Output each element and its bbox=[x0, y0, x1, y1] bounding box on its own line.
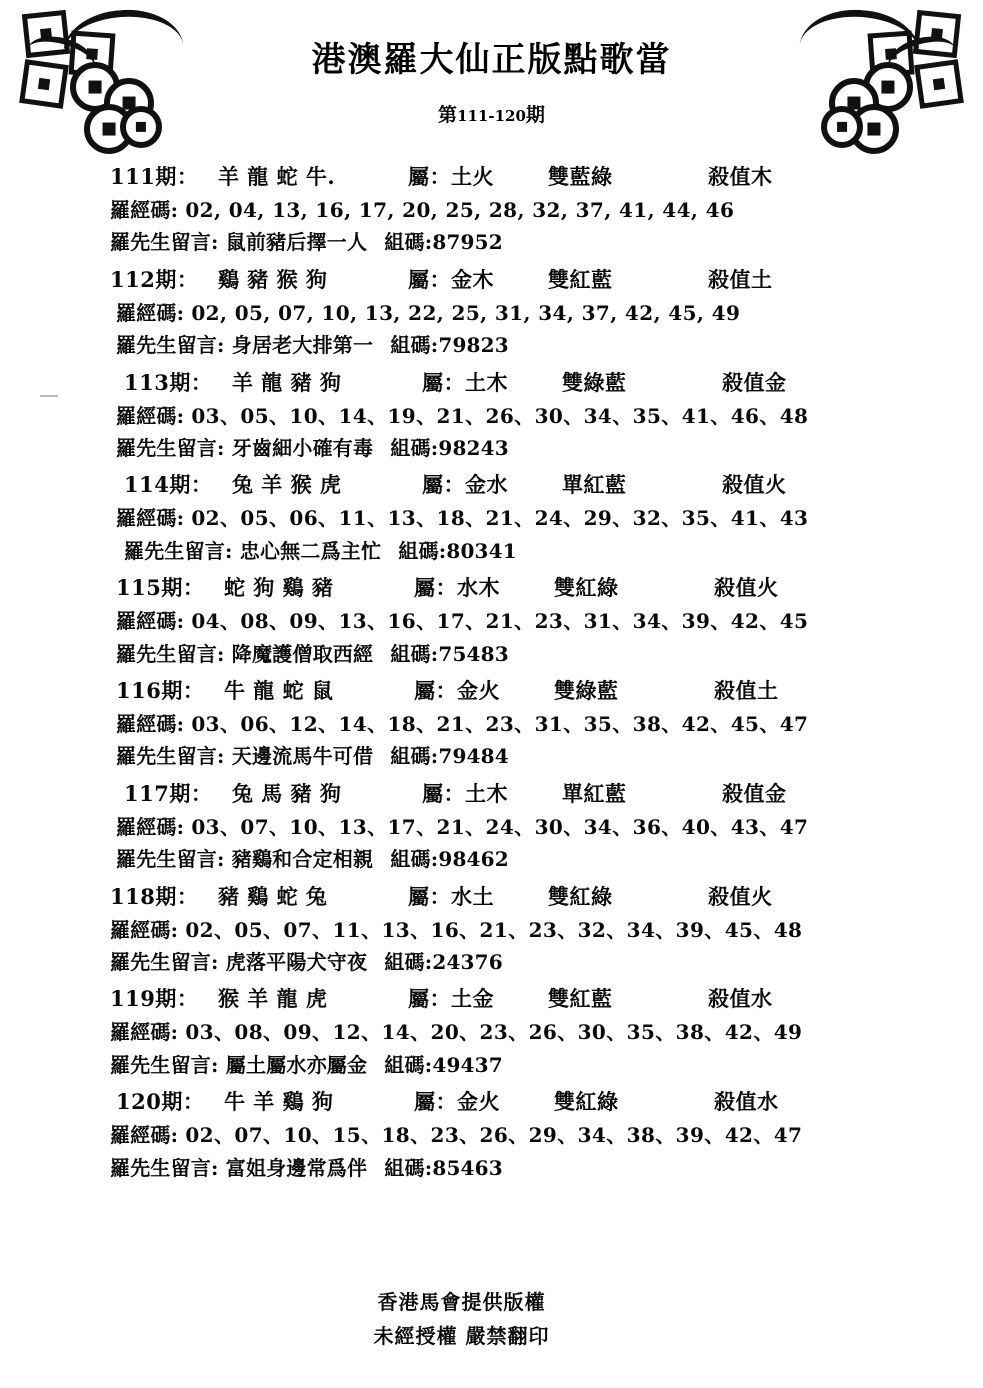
entry-group-code: 80341 bbox=[446, 538, 517, 563]
entry-codes: 02、05、07、11、13、16、21、23、32、34、39、45、48 bbox=[185, 917, 803, 942]
entry-attribute: 金木 bbox=[451, 266, 494, 292]
entry-codes: 03、07、10、13、17、21、24、30、34、36、40、43、47 bbox=[191, 814, 809, 839]
entry-animals: 兔 馬 豬 狗 bbox=[232, 780, 342, 806]
entry-period: 112 bbox=[110, 266, 156, 292]
code-label: 羅經碼: bbox=[110, 917, 179, 942]
entry-codes: 03、06、12、14、18、21、23、31、35、38、42、45、47 bbox=[191, 712, 809, 736]
entry-group-code: 87952 bbox=[432, 230, 503, 255]
entry-attribute: 土火 bbox=[451, 164, 494, 189]
message-label: 羅先生留言: bbox=[116, 333, 225, 358]
entry-animals: 羊 龍 蛇 牛. bbox=[218, 164, 336, 189]
entry-attribute: 水木 bbox=[457, 575, 500, 601]
entry-message: 天邊流馬牛可借 bbox=[231, 744, 374, 769]
entry-animals: 鷄 豬 猴 狗 bbox=[218, 266, 328, 292]
group-label: 組碼: bbox=[390, 333, 439, 358]
code-label: 羅經碼: bbox=[110, 198, 179, 223]
entry-header bbox=[110, 1085, 900, 1119]
entry-header bbox=[110, 674, 900, 708]
code-label: 羅經碼: bbox=[116, 300, 185, 325]
entry-animals: 豬 鷄 蛇 兔 bbox=[218, 883, 328, 909]
entry-kill: 殺值水 bbox=[708, 986, 773, 1012]
entry-color: 雙紅藍 bbox=[548, 986, 613, 1012]
entry-animals: 牛 龍 蛇 鼠 bbox=[224, 677, 334, 703]
entry-codes-line bbox=[110, 297, 900, 329]
entry-attribute: 土木 bbox=[465, 369, 508, 395]
entry-kill: 殺值火 bbox=[708, 883, 773, 909]
entry-group-code: 98243 bbox=[438, 436, 509, 460]
issue-subtitle bbox=[0, 100, 983, 127]
entry-color: 雙紅綠 bbox=[548, 883, 613, 909]
code-label: 羅經碼: bbox=[116, 712, 185, 736]
entry-group-code: 79823 bbox=[438, 333, 509, 358]
entry-period: 117 bbox=[124, 780, 170, 806]
entry-codes-line bbox=[110, 400, 900, 432]
list-item bbox=[110, 160, 900, 259]
entry-period: 113 bbox=[124, 369, 170, 395]
period-suffix-label: 期： bbox=[155, 164, 199, 189]
scan-artifact bbox=[40, 395, 58, 397]
entry-period: 118 bbox=[110, 883, 156, 909]
entry-animals: 猴 羊 龍 虎 bbox=[218, 986, 328, 1012]
message-label: 羅先生留言: bbox=[116, 847, 225, 872]
entry-codes-line bbox=[110, 914, 900, 946]
entry-codes: 02、07、10、15、18、23、26、29、34、38、39、42、47 bbox=[185, 1123, 803, 1148]
entry-message-line bbox=[110, 226, 900, 258]
period-suffix-label: 期： bbox=[155, 266, 199, 292]
entry-color: 雙綠藍 bbox=[554, 677, 619, 703]
entry-header bbox=[110, 366, 900, 400]
entry-codes-line bbox=[110, 811, 900, 843]
entry-header bbox=[110, 468, 900, 502]
entry-message: 牙齒細小確有毒 bbox=[231, 436, 374, 460]
entry-codes-line bbox=[110, 708, 900, 740]
entry-message: 屬土屬水亦屬金 bbox=[225, 1052, 368, 1077]
group-label: 組碼: bbox=[390, 744, 439, 769]
group-label: 組碼: bbox=[384, 1155, 433, 1180]
entry-codes: 03、08、09、12、14、20、23、26、30、35、38、42、49 bbox=[185, 1020, 803, 1045]
entry-color: 雙紅綠 bbox=[554, 575, 619, 601]
entry-codes-line bbox=[110, 194, 900, 226]
entry-period: 114 bbox=[124, 472, 170, 498]
attr-label: 屬： bbox=[408, 164, 451, 189]
attr-label: 屬： bbox=[414, 1089, 457, 1115]
code-label: 羅經碼: bbox=[116, 506, 185, 531]
entry-group-code: 79484 bbox=[438, 744, 509, 769]
entry-animals: 牛 羊 鷄 狗 bbox=[224, 1089, 334, 1115]
entry-list bbox=[110, 160, 900, 1188]
entry-codes: 02, 04, 13, 16, 17, 20, 25, 28, 32, 37, 41, 44, 46 bbox=[185, 198, 735, 223]
list-item bbox=[110, 777, 900, 876]
period-suffix-label: 期： bbox=[161, 575, 205, 601]
entry-color: 雙紅綠 bbox=[554, 1089, 619, 1115]
list-item bbox=[110, 982, 900, 1081]
entry-header bbox=[110, 571, 900, 605]
code-label: 羅經碼: bbox=[110, 1020, 179, 1045]
period-suffix-label: 期： bbox=[169, 472, 213, 498]
entry-attribute: 土金 bbox=[451, 986, 494, 1012]
attr-label: 屬： bbox=[422, 369, 465, 395]
message-label: 羅先生留言: bbox=[110, 230, 219, 255]
entry-group-code: 85463 bbox=[432, 1155, 503, 1180]
attr-label: 屬： bbox=[408, 883, 451, 909]
issue-suffix: 期 bbox=[525, 104, 545, 126]
copyright-line-2: 未經授權 嚴禁翻印 bbox=[373, 1324, 550, 1348]
entry-codes: 04、08、09、13、16、17、21、23、31、34、39、42、45 bbox=[191, 609, 809, 634]
entry-kill: 殺值金 bbox=[722, 369, 787, 395]
entry-animals: 蛇 狗 鷄 豬 bbox=[224, 575, 334, 601]
entry-header bbox=[110, 777, 900, 811]
entry-message-line bbox=[110, 1152, 900, 1184]
entry-period: 111 bbox=[110, 164, 156, 189]
period-suffix-label: 期： bbox=[169, 780, 213, 806]
entry-message-line bbox=[110, 843, 900, 875]
period-suffix-label: 期： bbox=[155, 986, 199, 1012]
code-label: 羅經碼: bbox=[116, 403, 185, 428]
entry-color: 單紅藍 bbox=[562, 780, 627, 806]
period-suffix-label: 期： bbox=[169, 369, 213, 395]
entry-codes-line bbox=[110, 1016, 900, 1048]
entry-attribute: 金火 bbox=[457, 677, 500, 703]
list-item bbox=[110, 468, 900, 567]
list-item bbox=[110, 571, 900, 670]
entry-kill: 殺值金 bbox=[722, 780, 787, 806]
attr-label: 屬： bbox=[422, 472, 465, 498]
entry-message-line bbox=[110, 1049, 900, 1081]
entry-codes: 03、05、10、14、19、21、26、30、34、35、41、46、48 bbox=[191, 403, 809, 428]
entry-period: 115 bbox=[116, 575, 162, 601]
entry-message: 豬鷄和合定相親 bbox=[231, 847, 374, 872]
group-label: 組碼: bbox=[390, 847, 439, 872]
group-label: 組碼: bbox=[384, 230, 433, 255]
entry-kill: 殺值土 bbox=[708, 266, 773, 292]
entry-message: 虎落平陽犬守夜 bbox=[225, 949, 368, 974]
message-label: 羅先生留言: bbox=[116, 641, 225, 666]
entry-header bbox=[110, 160, 900, 194]
entry-message-line bbox=[110, 432, 900, 464]
message-label: 羅先生留言: bbox=[124, 538, 233, 563]
list-item bbox=[110, 880, 900, 979]
entry-color: 單紅藍 bbox=[562, 472, 627, 498]
message-label: 羅先生留言: bbox=[116, 436, 225, 460]
issue-range: 111-120 bbox=[457, 107, 526, 125]
entry-period: 120 bbox=[116, 1089, 162, 1115]
entry-codes: 02, 05, 07, 10, 13, 22, 25, 31, 34, 37, 42, 45, 49 bbox=[191, 300, 741, 325]
attr-label: 屬： bbox=[414, 677, 457, 703]
code-label: 羅經碼: bbox=[116, 814, 185, 839]
code-label: 羅經碼: bbox=[116, 609, 185, 634]
message-label: 羅先生留言: bbox=[110, 1155, 219, 1180]
entry-message-line bbox=[110, 638, 900, 670]
period-suffix-label: 期： bbox=[155, 883, 199, 909]
period-suffix-label: 期： bbox=[161, 677, 205, 703]
entry-animals: 兔 羊 猴 虎 bbox=[232, 472, 342, 498]
entry-message: 身居老大排第一 bbox=[231, 333, 374, 358]
entry-message: 降魔護僧取西經 bbox=[231, 641, 374, 666]
entry-group-code: 75483 bbox=[438, 641, 509, 666]
entry-header bbox=[110, 982, 900, 1016]
entry-kill: 殺值火 bbox=[714, 575, 779, 601]
page-title: 港澳羅大仙正版點歌當 bbox=[311, 40, 672, 80]
attr-label: 屬： bbox=[414, 575, 457, 601]
group-label: 組碼: bbox=[384, 1052, 433, 1077]
entry-color: 雙紅藍 bbox=[548, 266, 613, 292]
message-label: 羅先生留言: bbox=[116, 744, 225, 769]
list-item bbox=[110, 674, 900, 773]
entry-message-line bbox=[110, 946, 900, 978]
attr-label: 屬： bbox=[408, 986, 451, 1012]
entry-attribute: 金水 bbox=[465, 472, 508, 498]
entry-header bbox=[110, 263, 900, 297]
entry-message: 富姐身邊常爲伴 bbox=[225, 1155, 368, 1180]
entry-group-code: 98462 bbox=[438, 847, 509, 872]
entry-kill: 殺值水 bbox=[714, 1089, 779, 1115]
attr-label: 屬： bbox=[422, 780, 465, 806]
group-label: 組碼: bbox=[384, 949, 433, 974]
attr-label: 屬： bbox=[408, 266, 451, 292]
entry-color: 雙藍綠 bbox=[548, 164, 613, 189]
group-label: 組碼: bbox=[390, 436, 439, 460]
entry-message-line bbox=[110, 740, 900, 772]
entry-message-line bbox=[110, 329, 900, 361]
code-label: 羅經碼: bbox=[110, 1123, 179, 1148]
entry-header bbox=[110, 880, 900, 914]
group-label: 組碼: bbox=[398, 538, 447, 563]
list-item bbox=[110, 1085, 900, 1184]
list-item bbox=[110, 263, 900, 362]
entry-message: 鼠前豬后擇一人 bbox=[225, 230, 368, 255]
issue-prefix: 第 bbox=[438, 104, 458, 126]
entry-kill: 殺值火 bbox=[722, 472, 787, 498]
entry-animals: 羊 龍 豬 狗 bbox=[232, 369, 342, 395]
message-label: 羅先生留言: bbox=[110, 949, 219, 974]
message-label: 羅先生留言: bbox=[110, 1052, 219, 1077]
entry-message-line bbox=[110, 535, 900, 567]
copyright-line-1: 香港馬會提供版權 bbox=[377, 1290, 546, 1314]
entry-message: 忠心無二爲主忙 bbox=[239, 538, 382, 563]
entry-attribute: 土木 bbox=[465, 780, 508, 806]
entry-period: 119 bbox=[110, 986, 156, 1012]
entry-kill: 殺值土 bbox=[714, 677, 779, 703]
copyright-footer bbox=[0, 1285, 983, 1353]
entry-group-code: 24376 bbox=[432, 949, 503, 974]
entry-attribute: 水土 bbox=[451, 883, 494, 909]
entry-codes-line bbox=[110, 502, 900, 534]
period-suffix-label: 期： bbox=[161, 1089, 205, 1115]
group-label: 組碼: bbox=[390, 641, 439, 666]
entry-group-code: 49437 bbox=[432, 1052, 503, 1077]
list-item bbox=[110, 366, 900, 465]
entry-codes-line bbox=[110, 1119, 900, 1151]
entry-codes-line bbox=[110, 605, 900, 637]
entry-codes: 02、05、06、11、13、18、21、24、29、32、35、41、43 bbox=[191, 506, 809, 531]
entry-attribute: 金火 bbox=[457, 1089, 500, 1115]
entry-color: 雙綠藍 bbox=[562, 369, 627, 395]
entry-period: 116 bbox=[116, 677, 162, 703]
entry-kill: 殺值木 bbox=[708, 164, 773, 189]
